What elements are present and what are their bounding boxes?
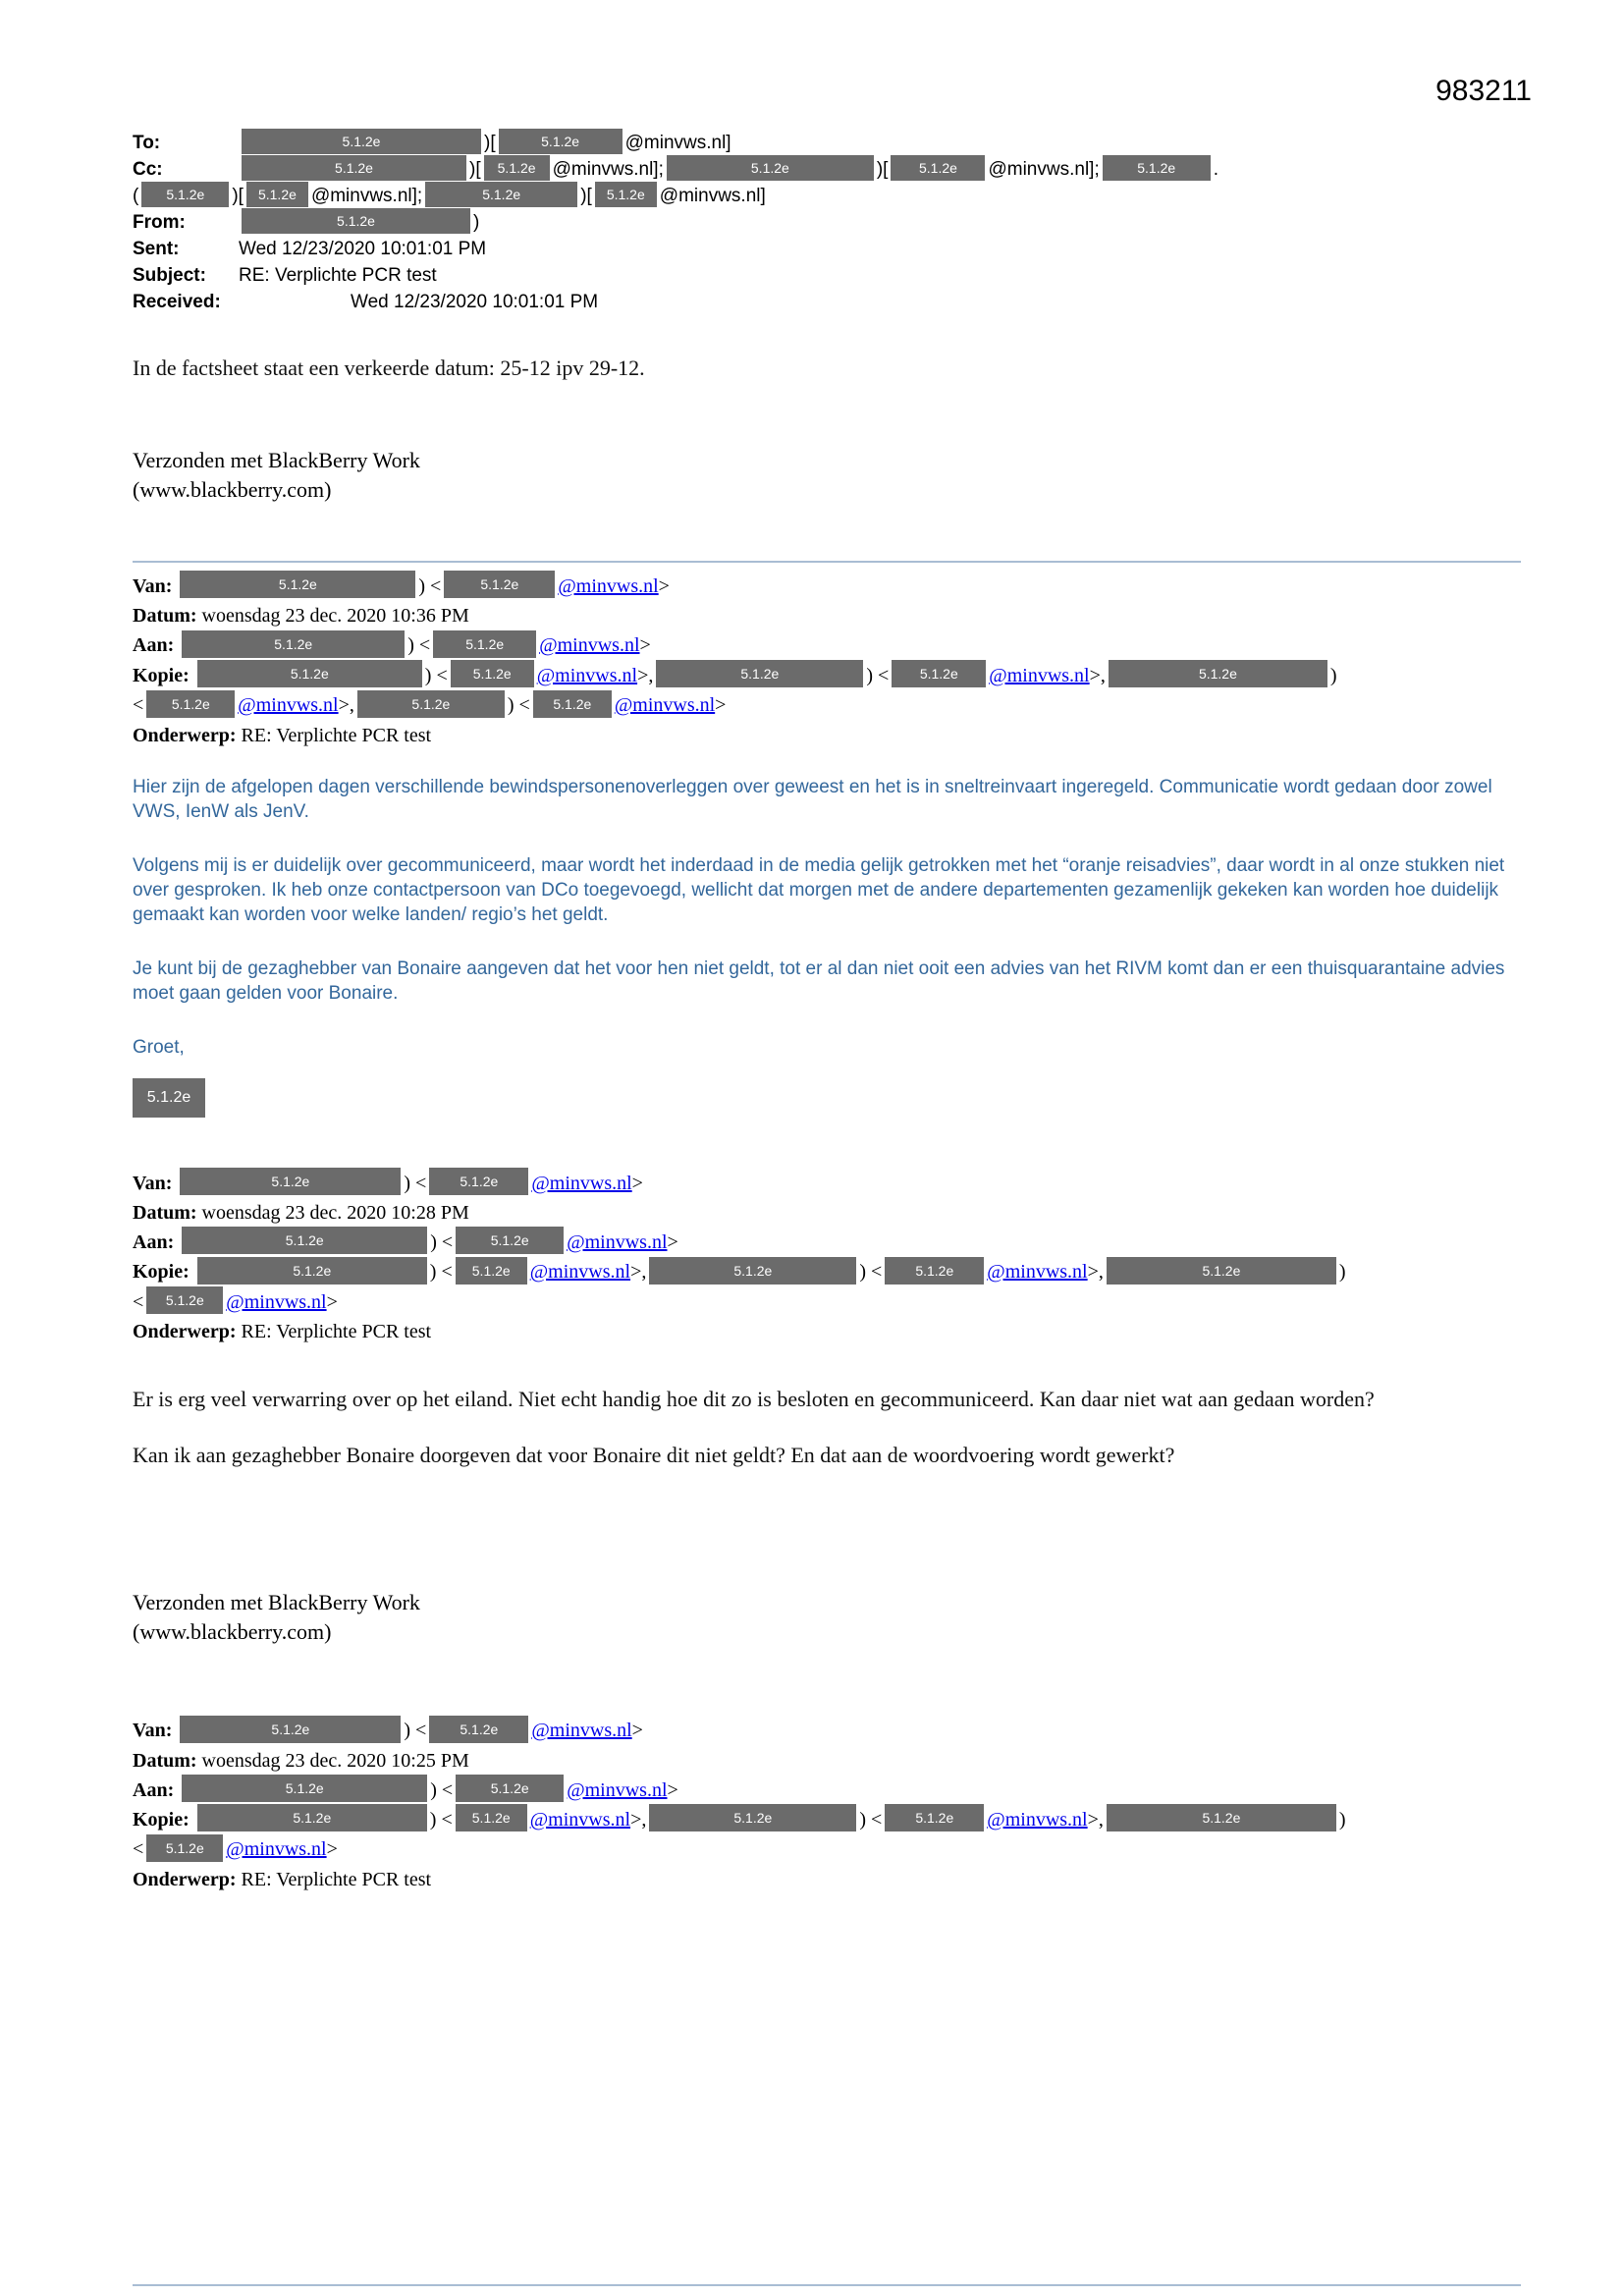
field-label: Cc:: [133, 159, 163, 180]
email-address-link[interactable]: @minvws.nl: [614, 694, 716, 717]
redaction-box: 5.1.2e: [891, 155, 985, 181]
reply-paragraph: Volgens mij is er duidelijk over gecommuniceerd, maar wordt het inderdaad in de media gelijk getrokken met het “oranje reisadvies”, daar wordt in al onze stukken niet over gesproken. Ik heb onze contactpersoon van DCo toegevoegd, wellicht dat morgen met de andere departementen gezamenlijk gekeken kan worden hoe duidelijk gemaakt kan worden voor welke landen/ regio’s het geldt.: [133, 854, 1505, 925]
text-fragment: <: [133, 1838, 144, 1861]
email-address-link[interactable]: @minvws.nl: [531, 1172, 632, 1194]
text-fragment: ) <: [404, 1720, 427, 1742]
text-fragment: [174, 1779, 179, 1801]
redaction-box: 5.1.2e: [141, 182, 229, 207]
text-fragment: [189, 665, 194, 686]
text-fragment: ) <: [859, 1809, 883, 1831]
text-fragment: ) <: [404, 1172, 427, 1194]
body-paragraph: Kan ik aan gezaghebber Bonaire doorgeven dat voor Bonaire dit niet geldt? En dat aan de woordvoering wordt gewerkt?: [133, 1443, 1175, 1468]
text-fragment: >: [658, 575, 670, 597]
redaction-box: 5.1.2e: [499, 129, 623, 154]
redaction-box: 5.1.2e: [1107, 1804, 1336, 1831]
text-fragment: ) <: [429, 1809, 453, 1831]
redaction-box: 5.1.2e: [133, 1078, 205, 1118]
email-address-link[interactable]: @minvws.nl: [539, 634, 640, 657]
email-address-link[interactable]: @minvws.nl: [529, 1261, 631, 1284]
text-fragment: .: [1213, 159, 1218, 180]
redaction-box: 5.1.2e: [197, 660, 422, 687]
redaction-box: 5.1.2e: [429, 1716, 528, 1743]
redaction-box: 5.1.2e: [357, 690, 505, 718]
text-fragment: )[: [484, 133, 496, 153]
blackberry-signature: [133, 446, 1521, 505]
redaction-box: 5.1.2e: [197, 1257, 427, 1285]
quoted-row-onderwerp: [133, 721, 1521, 750]
quoted-row-aan: [133, 1776, 1521, 1805]
text-fragment: >: [631, 1172, 643, 1194]
text-fragment: ): [473, 212, 480, 233]
redaction-box: 5.1.2e: [456, 1227, 564, 1254]
text-fragment: woensdag 23 dec. 2020 10:28 PM: [196, 1202, 469, 1225]
redaction-box: 5.1.2e: [892, 660, 986, 687]
redaction-box: 5.1.2e: [533, 690, 612, 718]
text-fragment: <: [133, 1290, 144, 1313]
text-fragment: ) <: [424, 664, 448, 686]
text-fragment: ) <: [507, 694, 530, 717]
text-fragment: ) <: [859, 1261, 883, 1284]
quoted-row-datum: [133, 1198, 1521, 1228]
signature-line: (www.blackberry.com): [133, 477, 332, 502]
blackberry-signature: [133, 1588, 1521, 1647]
field-label: Van:: [133, 1172, 173, 1194]
redaction-box: 5.1.2e: [146, 1286, 223, 1314]
redaction-box: 5.1.2e: [649, 1257, 856, 1285]
redaction-box: 5.1.2e: [1109, 660, 1327, 687]
quoted-body: [133, 1382, 1521, 1472]
field-label: Onderwerp:: [133, 1868, 237, 1890]
quoted-row-kopie: [133, 661, 1521, 721]
field-label: Van:: [133, 1720, 173, 1742]
redaction-box: 5.1.2e: [656, 660, 863, 687]
redaction-box: 5.1.2e: [242, 155, 466, 181]
header-row-sent: [133, 236, 1521, 262]
redaction-box: 5.1.2e: [885, 1804, 984, 1831]
text-fragment: )[: [232, 186, 244, 206]
redaction-box: 5.1.2e: [242, 208, 470, 234]
text-fragment: (: [133, 186, 139, 206]
redaction-box: 5.1.2e: [484, 155, 550, 181]
text-fragment: ) <: [429, 1261, 453, 1284]
text-fragment: RE: Verplichte PCR test: [236, 1321, 432, 1343]
email-address-link[interactable]: @minvws.nl: [987, 1809, 1088, 1831]
text-fragment: ) <: [866, 664, 890, 686]
redaction-box: 5.1.2e: [425, 182, 577, 207]
email-address-link[interactable]: @minvws.nl: [567, 1778, 668, 1801]
quoted-row-kopie: [133, 1257, 1521, 1317]
text-fragment: RE: Verplichte PCR test: [236, 724, 432, 746]
text-fragment: [172, 575, 177, 597]
text-fragment: >,: [1087, 1809, 1104, 1831]
redaction-box: 5.1.2e: [146, 690, 235, 718]
field-label: Subject:: [133, 265, 206, 286]
field-label: Aan:: [133, 634, 175, 657]
text-fragment: [172, 1173, 177, 1194]
quoted-row-onderwerp: [133, 1865, 1521, 1894]
text-fragment: @minvws.nl];: [552, 159, 664, 180]
text-fragment: [174, 1231, 179, 1253]
redaction-box: 5.1.2e: [451, 660, 534, 687]
text-fragment: [189, 1809, 194, 1831]
page-number: 983211: [1435, 75, 1532, 107]
email-header-block: [133, 130, 1521, 315]
field-label: Van:: [133, 575, 173, 597]
redaction-box: 5.1.2e: [433, 630, 536, 658]
redaction-box: 5.1.2e: [1103, 155, 1211, 181]
text-fragment: >,: [1087, 1261, 1104, 1284]
text-fragment: woensdag 23 dec. 2020 10:25 PM: [196, 1749, 469, 1772]
signature-line: Verzonden met BlackBerry Work: [133, 1590, 420, 1615]
quoted-row-van: [133, 1716, 1521, 1745]
redaction-box: 5.1.2e: [649, 1804, 856, 1831]
field-label: Kopie:: [133, 664, 189, 686]
text-fragment: >: [715, 694, 727, 717]
text-fragment: >: [667, 1231, 678, 1254]
email-address-link[interactable]: @minvws.nl: [558, 575, 659, 597]
field-label: Datum:: [133, 1749, 197, 1772]
quoted-row-datum: [133, 601, 1521, 630]
header-row-from: [133, 209, 1521, 236]
redaction-box: 5.1.2e: [146, 1834, 223, 1862]
text-fragment: >: [667, 1778, 678, 1801]
text-fragment: ) <: [407, 634, 431, 657]
text-fragment: >,: [630, 1809, 647, 1831]
field-label: Kopie:: [133, 1261, 189, 1284]
redaction-box: 5.1.2e: [180, 1168, 401, 1195]
quoted-header-1: [133, 572, 1521, 750]
reply-paragraph: Hier zijn de afgelopen dagen verschillende bewindspersonenoverleggen over geweest en het is in sneltreinvaart ingeregeld. Communicatie wordt gedaan door zowel VWS, IenW als JenV.: [133, 776, 1492, 822]
text-fragment: RE: Verplichte PCR test: [236, 1868, 432, 1890]
email-address-link[interactable]: @minvws.nl: [226, 1290, 327, 1313]
text-fragment: ) <: [430, 1231, 454, 1254]
quoted-row-van: [133, 572, 1521, 601]
text-fragment: ): [1329, 664, 1337, 686]
redaction-box: 5.1.2e: [180, 1716, 401, 1743]
quoted-row-kopie: [133, 1805, 1521, 1865]
quoted-row-aan: [133, 1228, 1521, 1257]
text-fragment: @minvws.nl]: [659, 186, 766, 206]
header-row-to: [133, 130, 1521, 156]
text-fragment: Wed 12/23/2020 10:01:01 PM: [239, 239, 487, 259]
field-label: To:: [133, 133, 161, 153]
quoted-header-3: [133, 1716, 1521, 1894]
email-address-link[interactable]: @minvws.nl: [226, 1838, 327, 1861]
text-fragment: )[: [580, 186, 592, 206]
redaction-box: 5.1.2e: [182, 1775, 427, 1802]
reply-paragraph: Je kunt bij de gezaghebber van Bonaire aangeven dat het voor hen niet geldt, tot er al dan niet ooit een advies van het RIVM komt dan er een thuisquarantaine advies moet gaan gelden voor Bonaire.: [133, 957, 1505, 1004]
field-label: Aan:: [133, 1231, 175, 1254]
redaction-box: 5.1.2e: [885, 1257, 984, 1285]
email-address-link[interactable]: @minvws.nl: [529, 1809, 631, 1831]
text-fragment: ): [1338, 1261, 1346, 1284]
redaction-box: 5.1.2e: [182, 630, 405, 658]
bottom-separator-line: [133, 2284, 1521, 2286]
redaction-box: 5.1.2e: [667, 155, 874, 181]
field-label: Datum:: [133, 605, 197, 628]
text-fragment: @minvws.nl];: [310, 186, 423, 206]
text-fragment: >: [326, 1838, 338, 1861]
body-paragraph: In de factsheet staat een verkeerde datum: 25-12 ipv 29-12.: [133, 355, 645, 380]
field-label: Aan:: [133, 1778, 175, 1801]
quoted-row-datum: [133, 1746, 1521, 1776]
text-fragment: >: [631, 1720, 643, 1742]
email-address-link[interactable]: @minvws.nl: [987, 1261, 1088, 1284]
text-fragment: >: [326, 1290, 338, 1313]
email-address-link[interactable]: @minvws.nl: [536, 664, 638, 686]
email-address-link[interactable]: @minvws.nl: [531, 1720, 632, 1742]
quoted-row-van: [133, 1169, 1521, 1198]
redaction-box: 5.1.2e: [456, 1775, 564, 1802]
email-address-link[interactable]: @minvws.nl: [238, 694, 339, 717]
text-fragment: ) <: [418, 575, 442, 597]
redaction-box: 5.1.2e: [182, 1227, 427, 1254]
signature-line: Verzonden met BlackBerry Work: [133, 448, 420, 472]
signature-line: (www.blackberry.com): [133, 1619, 332, 1645]
redaction-box: 5.1.2e: [246, 182, 308, 207]
field-label: Onderwerp:: [133, 724, 237, 746]
body-paragraph: Er is erg veel verwarring over op het eiland. Niet echt handig hoe dit zo is besloten en gecommuniceerd. Kan daar niet wat aan gedaan worden?: [133, 1387, 1375, 1412]
header-row-received: [133, 289, 1521, 315]
greeting-text: Groet,: [133, 1036, 185, 1058]
field-label: From:: [133, 212, 186, 233]
header-row-cc: [133, 156, 1521, 209]
field-label: Received:: [133, 292, 221, 312]
redacted-signature: [133, 1078, 1521, 1118]
text-fragment: ) <: [430, 1778, 454, 1801]
text-fragment: )[: [876, 159, 889, 180]
text-fragment: [174, 634, 179, 656]
quoted-row-aan: [133, 630, 1521, 660]
text-fragment: ): [1338, 1809, 1346, 1831]
text-fragment: @minvws.nl];: [988, 159, 1100, 180]
text-fragment: >: [639, 634, 651, 657]
text-fragment: <: [133, 694, 144, 717]
text-fragment: >,: [1089, 664, 1106, 686]
reply-body: [133, 775, 1521, 1006]
redaction-box: 5.1.2e: [456, 1804, 527, 1831]
text-fragment: [172, 1720, 177, 1741]
redaction-box: 5.1.2e: [197, 1804, 427, 1831]
redaction-box: 5.1.2e: [595, 182, 657, 207]
redaction-box: 5.1.2e: [242, 129, 481, 154]
text-fragment: [189, 1261, 194, 1283]
email-address-link[interactable]: @minvws.nl: [567, 1231, 668, 1254]
email-address-link[interactable]: @minvws.nl: [989, 664, 1090, 686]
quoted-header-2: [133, 1169, 1521, 1347]
text-fragment: >,: [338, 694, 354, 717]
redaction-box: 5.1.2e: [1107, 1257, 1336, 1285]
redaction-box: 5.1.2e: [180, 571, 415, 598]
field-label: Onderwerp:: [133, 1321, 237, 1343]
separator-line: [133, 561, 1521, 563]
text-fragment: >,: [637, 664, 654, 686]
redaction-box: 5.1.2e: [444, 571, 555, 598]
field-label: Sent:: [133, 239, 180, 259]
text-fragment: woensdag 23 dec. 2020 10:36 PM: [196, 605, 469, 628]
text-fragment: >,: [630, 1261, 647, 1284]
redaction-box: 5.1.2e: [456, 1257, 527, 1285]
field-label: Datum:: [133, 1202, 197, 1225]
text-fragment: Wed 12/23/2020 10:01:01 PM: [351, 292, 599, 312]
text-fragment: )[: [469, 159, 481, 180]
quoted-row-onderwerp: [133, 1317, 1521, 1346]
header-row-subject: [133, 262, 1521, 289]
text-fragment: RE: Verplichte PCR test: [239, 265, 437, 286]
redaction-box: 5.1.2e: [429, 1168, 528, 1195]
text-fragment: @minvws.nl]: [624, 133, 731, 153]
field-label: Kopie:: [133, 1809, 189, 1831]
